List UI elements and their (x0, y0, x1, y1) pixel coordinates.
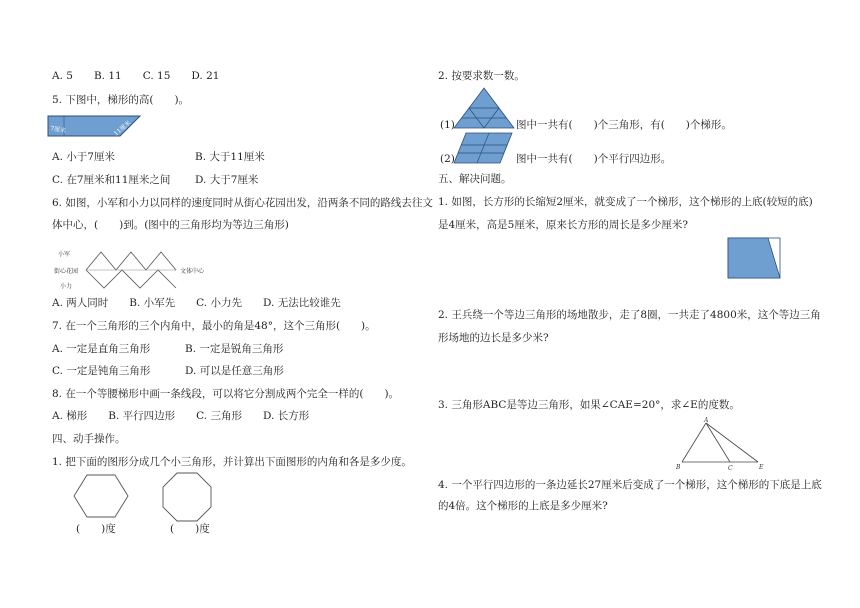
q5-option-b: B. 大于11厘米 (195, 151, 265, 163)
point-b-label: B (676, 464, 681, 471)
q6-options: A. 两人同时 B. 小军先 C. 小力先 D. 无法比较谁先 (52, 297, 341, 309)
hexagon-answer-blank: ( )度 (76, 523, 116, 535)
q2-triangle-figure (452, 86, 516, 130)
q8-title: 8. 在一个等腰梯形中画一条线段，可以将它分割成两个完全一样的( )。 (52, 388, 400, 400)
q5-trapezoid-figure (44, 112, 144, 142)
q2-row2-number: (2) (440, 153, 455, 165)
rectangle-trapezoid-figure (726, 236, 782, 280)
octagon-answer-blank: ( )度 (170, 523, 210, 535)
q2-parallelogram-figure (452, 131, 514, 165)
point-e-label: E (759, 464, 764, 471)
q7-option-d: D. 可以是任意三角形 (185, 365, 284, 377)
q2-row1-text: 图中一共有( )个三角形，有( )个梯形。 (516, 119, 732, 131)
hexagon-figure (70, 472, 132, 520)
q6-line1: 6. 如图，小军和小力以同样的速度同时从街心花园出发，沿两条不同的路线去往文 (52, 197, 433, 209)
point-a-label: A (704, 417, 709, 424)
q5-option-d: D. 大于7厘米 (195, 174, 259, 186)
triangle-abc-figure (674, 414, 770, 472)
q5-label-11cm: 11厘米 (112, 119, 133, 138)
section5-q2-line2: 形场地的边长是多少米? (438, 332, 549, 344)
q7-option-b: B. 一定是锐角三角形 (185, 343, 284, 355)
q2-title: 2. 按要求数一数。 (438, 70, 525, 82)
section5-q1-line2: 是4厘米，高是5厘米，原来长方形的周长是多少厘米? (438, 219, 688, 231)
point-c-label: C (728, 465, 733, 472)
q5-label-7cm: 7厘米 (49, 125, 67, 135)
q6-label-xiaoli: 小力 (60, 283, 73, 290)
section5-q2-line1: 2. 王兵绕一个等边三角形的场地散步，走了8圈，一共走了4800米，这个等边三角 (438, 309, 821, 321)
q7-option-c: C. 一定是钝角三角形 (52, 365, 151, 377)
q6-label-wenti: 文体中心 (180, 268, 205, 275)
section5-heading: 五、解决问题。 (438, 173, 512, 185)
section5-q3: 3. 三角形ABC是等边三角形，如果∠CAE=20°，求∠E的度数。 (438, 399, 740, 411)
q5-option-c: C. 在7厘米和11厘米之间 (52, 174, 171, 186)
section5-q4-line1: 4. 一个平行四边形的一条边延长27厘米后变成了一个梯形，这个梯形的下底是上底 (438, 479, 822, 491)
q4-options: A. 5 B. 11 C. 15 D. 21 (52, 70, 220, 82)
q5-option-a: A. 小于7厘米 (52, 151, 115, 163)
q7-title: 7. 在一个三角形的三个内角中，最小的角是48°，这个三角形( )。 (52, 320, 376, 332)
section4-q1: 1. 把下面的图形分成几个小三角形，并计算出下面图形的内角和各是多少度。 (52, 456, 412, 468)
octagon-figure (160, 470, 214, 524)
q6-line2: 体中心，( )到。(图中的三角形均为等边三角形) (52, 219, 289, 231)
q6-label-jiexin: 街心花园 (54, 268, 79, 275)
q2-row2-text: 图中一共有( )个平行四边形。 (516, 153, 672, 165)
section4-heading: 四、动手操作。 (52, 433, 126, 445)
q6-route-figure (52, 246, 212, 290)
section5-q1-line1: 1. 如图，长方形的长缩短2厘米，就变成了一个梯形，这个梯形的上底(较短的底) (438, 196, 813, 208)
q6-label-xiaojun: 小军 (58, 251, 71, 258)
section5-q4-line2: 的4倍。这个梯形的上底是多少厘米? (438, 500, 608, 512)
q2-row1-number: (1) (440, 119, 455, 131)
q7-option-a: A. 一定是直角三角形 (52, 343, 151, 355)
q8-options: A. 梯形 B. 平行四边形 C. 三角形 D. 长方形 (52, 410, 310, 422)
q5-title: 5. 下图中，梯形的高( )。 (52, 94, 190, 106)
